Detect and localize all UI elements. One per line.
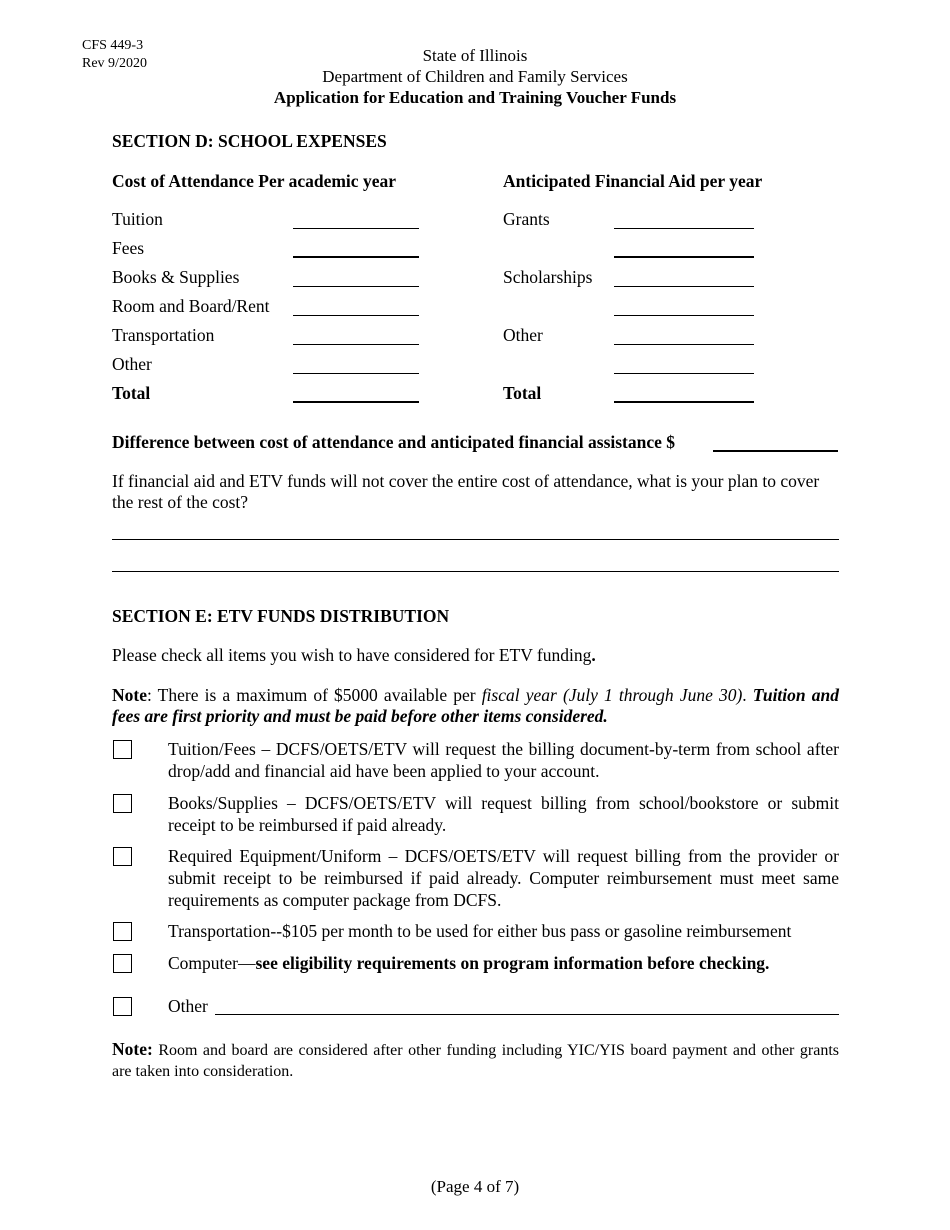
header-state: State of Illinois [422,46,528,65]
computer-prefix: Computer— [168,953,256,973]
cost-heading: Cost of Attendance Per academic year [112,171,396,191]
equipment-uniform-checkbox[interactable] [113,847,132,866]
section-e-title: SECTION E: ETV FUNDS DISTRIBUTION [112,606,450,626]
aid-label-scholarships: Scholarships [503,267,593,287]
computer-checkbox[interactable] [113,954,132,973]
etv-note [112,685,839,727]
cost-label-tuition: Tuition [112,209,163,229]
cost-label-total: Total [112,383,151,403]
cost-label-books: Books & Supplies [112,267,240,287]
aid-other-field-2[interactable] [614,373,754,374]
computer-item [168,952,839,974]
equipment-uniform-item: Required Equipment/Uniform – DCFS/OETS/ETV will request billing from the provider or submit receipt to be reimbursed if paid already. Computer reimbursement must meet same requirements as computer package from DCFS. [168,846,839,910]
cost-label-transportation: Transportation [112,325,215,345]
form-code: CFS 449-3 [82,38,144,53]
aid-label-total: Total [503,383,542,403]
tuition-fees-item: Tuition/Fees – DCFS/OETS/ETV will request the billing document-by-term from school after drop/add and financial aid have been applied to your account. [168,739,839,781]
books-supplies-checkbox[interactable] [113,794,132,813]
aid-other-field[interactable] [614,344,754,345]
transportation-field[interactable] [293,344,419,345]
header-department: Department of Children and Family Services [322,67,628,86]
other-item-label: Other [168,996,208,1016]
other-checkbox[interactable] [113,997,132,1016]
cost-label-other: Other [112,354,152,374]
aid-label-other: Other [503,325,543,345]
cost-total-field[interactable] [293,401,419,403]
aid-label-grants: Grants [503,209,550,229]
books-supplies-item: Books/Supplies – DCFS/OETS/ETV will request billing from school/bookstore or submit receipt to be reimbursed if paid already. [168,793,839,835]
cost-label-fees: Fees [112,238,145,258]
note-label: Note [112,685,147,705]
scholarships-field-2[interactable] [614,315,754,316]
plan-question: If financial aid and ETV funds will not cover the entire cost of attendance, what is your plan to cover the rest of the cost? [112,471,820,512]
scholarships-field[interactable] [614,286,754,287]
section-d-title: SECTION D: SCHOOL EXPENSES [112,131,387,151]
instruction-text: Please check all items you wish to have considered for ETV funding [112,645,592,665]
note2-text: Room and board are considered after other funding including YIC/YIS board payment and other grants are taken into consideration. [112,1042,839,1080]
books-field[interactable] [293,286,419,287]
other-field[interactable] [215,1014,839,1015]
instruction [112,645,839,666]
aid-total-field[interactable] [614,401,754,403]
note-text: : There is a maximum of $5000 available per [146,685,482,705]
grants-field[interactable] [614,228,754,229]
instruction-period: . [591,645,596,665]
plan-answer-line-2[interactable] [112,571,839,572]
form-revision: Rev 9/2020 [82,56,147,71]
note-separator: . [742,685,753,705]
cost-other-field[interactable] [293,373,419,374]
tuition-fees-checkbox[interactable] [113,740,132,759]
plan-answer-line-1[interactable] [112,539,839,540]
header-title: Application for Education and Training Voucher Funds [273,88,677,107]
note-fiscal-year: fiscal year (July 1 through June 30) [481,685,743,705]
aid-heading: Anticipated Financial Aid per year [503,171,763,191]
difference-field[interactable] [713,450,838,452]
room-board-field[interactable] [293,315,419,316]
note2-label: Note: [112,1039,153,1059]
transportation-item: Transportation--$105 per month to be used for either bus pass or gasoline reimbursement [168,921,792,941]
transportation-checkbox[interactable] [113,922,132,941]
page-number: (Page 4 of 7) [430,1177,520,1196]
difference-label: Difference between cost of attendance and anticipated financial assistance $ [112,432,676,452]
computer-requirements: see eligibility requirements on program information before checking. [255,953,770,973]
tuition-field[interactable] [293,228,419,229]
cost-label-room-board: Room and Board/Rent [112,296,270,316]
note-priority: Tuition and fees are first priority and must be paid before other items considered. [112,685,839,726]
fees-field[interactable] [293,256,419,258]
room-board-note [112,1039,839,1082]
grants-field-2[interactable] [614,256,754,258]
